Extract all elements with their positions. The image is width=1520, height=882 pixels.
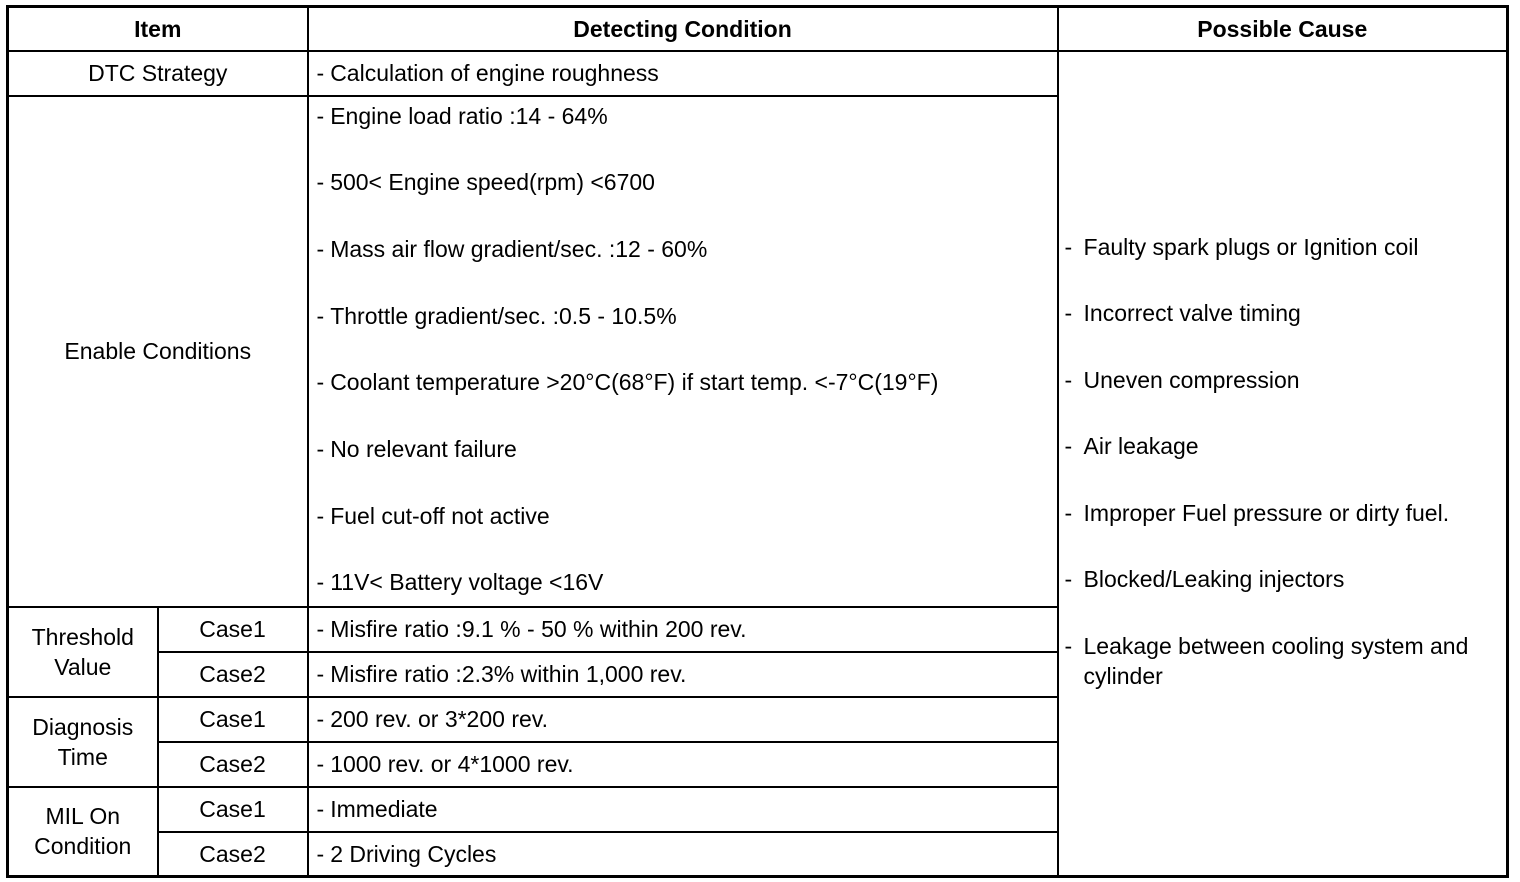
diagnosis-case1-label: Case1 <box>158 697 308 742</box>
mil-on-condition-label: MIL On Condition <box>8 787 158 877</box>
cause-item: - Improper Fuel pressure or dirty fuel. <box>1064 499 1450 526</box>
mil-case2-condition: - 2 Driving Cycles <box>308 832 1058 877</box>
enable-condition-item: - Engine load ratio :14 - 64% <box>316 102 608 129</box>
enable-conditions-label: Enable Conditions <box>8 96 308 607</box>
cause-item: - Uneven compression <box>1064 366 1300 393</box>
threshold-value-label: Threshold Value <box>8 607 158 697</box>
dtc-strategy-condition: - Calculation of engine roughness <box>308 51 1058 96</box>
mil-case1-condition: - Immediate <box>308 787 1058 832</box>
threshold-case1-label: Case1 <box>158 607 308 652</box>
mil-case1-label: Case1 <box>158 787 308 832</box>
cause-item: - Faulty spark plugs or Ignition coil <box>1064 233 1419 260</box>
cause-item: - Blocked/Leaking injectors <box>1064 566 1345 592</box>
cause-item: - Leakage between cooling system and cylinder <box>1064 632 1469 689</box>
header-item: Item <box>8 7 308 51</box>
header-possible-cause: Possible Cause <box>1058 7 1508 51</box>
mil-case2-label: Case2 <box>158 832 308 877</box>
dtc-strategy-label: DTC Strategy <box>8 51 308 96</box>
row-dtc-strategy <box>8 51 1508 96</box>
diagnosis-case2-label: Case2 <box>158 742 308 787</box>
enable-condition-item: - Throttle gradient/sec. :0.5 - 10.5% <box>316 302 677 329</box>
enable-condition-item: - Fuel cut-off not active <box>316 502 550 529</box>
cause-item: - Incorrect valve timing <box>1064 300 1301 326</box>
diagnosis-time-label: Diagnosis Time <box>8 697 158 787</box>
enable-condition-item: - No relevant failure <box>316 435 517 462</box>
enable-condition-item: - Coolant temperature >20°C(68°F) if start temp. <-7°C(19°F) <box>316 369 939 396</box>
threshold-case1-condition: - Misfire ratio :9.1 % - 50 % within 200 rev. <box>308 607 1058 652</box>
possible-cause-list <box>1059 52 1507 698</box>
enable-conditions-cell <box>308 96 1058 607</box>
dtc-spec-table <box>6 5 1509 878</box>
cause-item: - Air leakage <box>1064 433 1199 459</box>
diagnosis-case1-condition: - 200 rev. or 3*200 rev. <box>308 697 1058 742</box>
enable-condition-item: - 11V< Battery voltage <16V <box>316 569 604 596</box>
header-detecting-condition: Detecting Condition <box>308 7 1058 51</box>
diagnosis-case2-condition: - 1000 rev. or 4*1000 rev. <box>308 742 1058 787</box>
header-row <box>8 7 1508 51</box>
dtc-strategy-text: Calculation of engine roughness <box>330 60 659 86</box>
threshold-case2-condition: - Misfire ratio :2.3% within 1,000 rev. <box>308 652 1058 697</box>
enable-condition-item: - 500< Engine speed(rpm) <6700 <box>316 169 655 196</box>
possible-cause-cell <box>1058 51 1508 877</box>
threshold-case2-label: Case2 <box>158 652 308 697</box>
enable-condition-item: - Mass air flow gradient/sec. :12 - 60% <box>316 235 708 262</box>
enable-conditions-list <box>309 97 1057 604</box>
